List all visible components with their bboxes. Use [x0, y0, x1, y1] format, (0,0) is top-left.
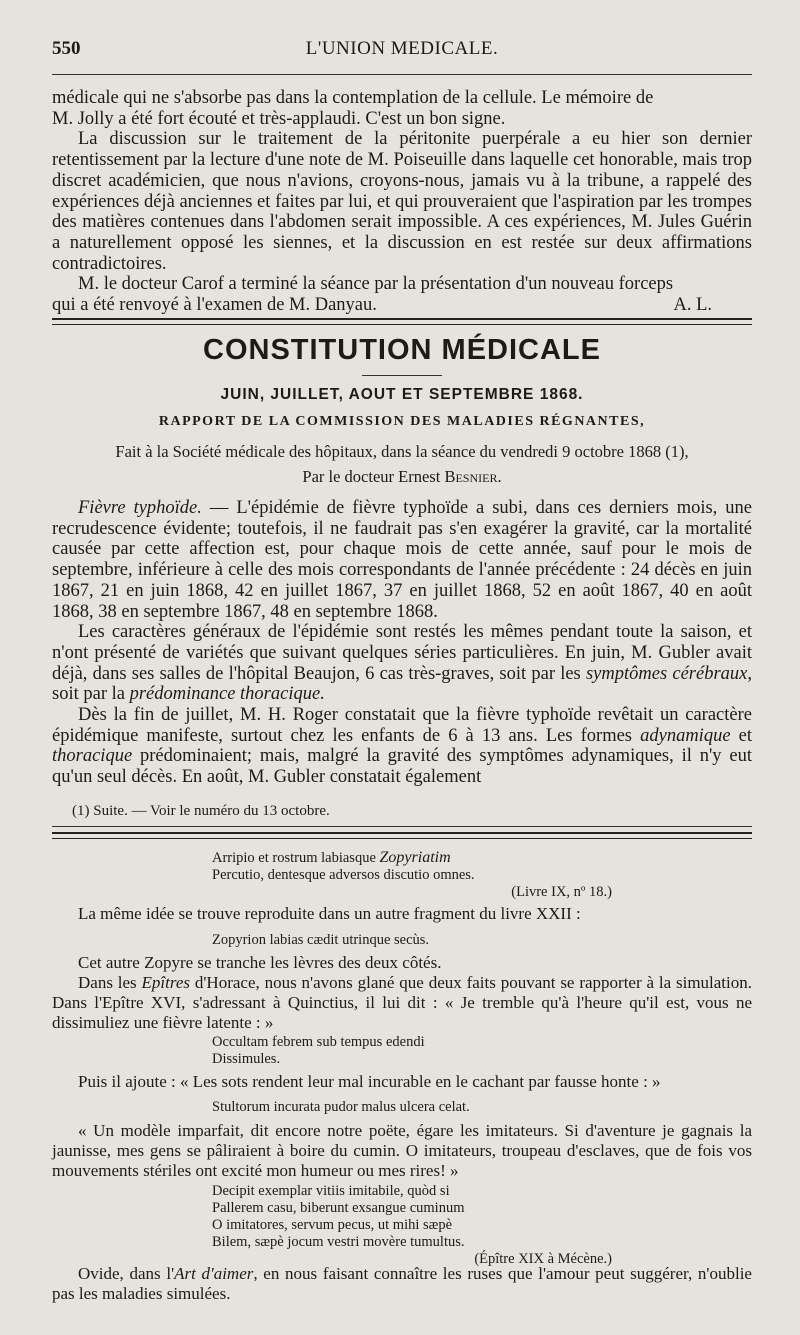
feuilleton-paragraph-3: Dans les Epîtres d'Horace, nous n'avons glané que deux faits pouvant se rapporter à la simulation. Dans l'Epître XVI, s'adressant à Quinctius, il lui dit : « Je tremble qu'à l'heure qu'il est, vous ne dissimuliez une fièvre latente : » — [52, 973, 753, 1032]
typhoid-paragraph-2: Les caractères généraux de l'épidémie sont restés les mêmes pendant toute la saison, et n'ont présenté de variétés que suivant quelques séries particulières. En juin, M. Gubler avait déjà, dans ses salles de l'hôpital Beaujon, 6 cas très-graves, soit par les symptômes cérébraux, soit par la prédominance thoracique. — [52, 622, 752, 705]
meeting-context: Fait à la Société médicale des hôpitaux, dans la séance du vendredi 9 octobre 1868 (1), — [115, 442, 689, 461]
typhoid-text — [52, 498, 752, 788]
verse-4: Stultorum incurata pudor malus ulcera celat. — [212, 1099, 470, 1115]
feuilleton-paragraph-6: Ovide, dans l'Art d'aimer, en nous faisant connaître les ruses que l'amour peut suggérer, n'oublie pas les maladies simulées. — [52, 1264, 752, 1303]
verse-1-reference: (Livre IX, nº 18.) — [511, 884, 612, 900]
intro-line-3: M. le docteur Carof a terminé la séance par la présentation d'un nouveau forceps — [78, 274, 674, 295]
typhoid-paragraph-1: Fièvre typhoïde. — L'épidémie de fièvre typhoïde a subi, dans ces derniers mois, une recrudescence évidente; toutefois, il ne faudrait pas s'en exagérer la gravité, car la mortalité causée par cette affection est, pour chaque mois de cette année, sauf pour le mois de septembre, inférieure à celle des mois correspondants de l'année précédente : 24 décès en juin 1867, 21 en juin 1868, 42 en juillet 1867, 37 en juillet 1868, 52 en août 1867, 40 en août 1868, 38 en septembre 1867, 48 en septembre 1868. — [52, 498, 752, 622]
author-name: Besnier. — [444, 467, 502, 486]
feuilleton-line-1: La même idée se trouve reproduite dans un autre fragment du livre XXII : — [78, 904, 581, 923]
author-line — [52, 467, 752, 487]
section-rule — [52, 318, 752, 325]
intro-last-line — [52, 295, 752, 316]
page-header — [52, 38, 752, 66]
title-rule — [362, 375, 442, 376]
verse-5: Decipit exemplar vitiis imitabile, quòd si Pallerem casu, biberunt exsangue cuminum O imitatores, servum pecus, ut mihi sæpè Bilem, sæpè jocum vestri movère tumultus. (Épître XIX à Mécène.) — [212, 1183, 612, 1267]
verse-1: Arripio et rostrum labiasque Zopyriatim Percutio, dentesque adversos discutio omnes. (Livre IX, nº 18.) — [212, 849, 612, 900]
verse-3: Occultam febrem sub tempus edendi Dissimules. — [212, 1034, 425, 1067]
typhoid-label: Fièvre typhoïde. — [78, 498, 202, 518]
journal-title: L'UNION MEDICALE. — [305, 38, 499, 59]
intro-line-4: qui a été renvoyé à l'examen de M. Danyau. — [52, 295, 377, 316]
feuilleton-line-4: Puis il ajoute : « Les sots rendent leur mal incurable en le cachant par fausse honte : » — [78, 1072, 661, 1091]
section-title: CONSTITUTION MÉDICALE — [203, 334, 601, 366]
feuilleton-rule — [52, 832, 752, 839]
footnote-rule — [52, 826, 752, 827]
footnote: (1) Suite. — Voir le numéro du 13 octobre. — [72, 803, 330, 819]
verse-5-reference: (Épître XIX à Mécène.) — [474, 1251, 612, 1267]
verse-2: Zopyrion labias cædit utrinque secùs. — [212, 932, 430, 948]
intro-line-2: M. Jolly a été fort écouté et très-applaudi. C'est un bon signe. — [52, 108, 506, 129]
intro-paragraph-2: La discussion sur le traitement de la péritonite puerpérale a eu hier son dernier retentissement par la lecture d'une note de M. Poiseuille dans laquelle cet honorable, mais trop discret académicien, que nous n'avions, croyons-nous, jamais vu à la tribune, a rappelé des expériences déjà anciennes et faites par lui, et qui prouveraient que l'aspiration par les trompes des matières contenues dans l'abdomen serait impossible. A ces expériences, M. Jules Guérin a naturellement opposé les siennes, et la discussion en est restée sur deux affirmations contradictoires. — [52, 129, 752, 274]
feuilleton-line-2: Cet autre Zopyre se tranche les lèvres des deux côtés. — [78, 953, 442, 972]
feuilleton-text-2 — [52, 953, 752, 1033]
typhoid-paragraph-3: Dès la fin de juillet, M. H. Roger constatait que la fièvre typhoïde revêtait un caractère épidémique manifeste, surtout chez les enfants de 6 à 13 ans. Les formes adynamique et thoracique prédominaient; mais, malgré la gravité des symptômes adynamiques, il n'y eut qu'un seul décès. En août, M. Gubler constatait également — [52, 705, 752, 788]
section-dates: JUIN, JUILLET, AOUT ET SEPTEMBRE 1868. — [220, 386, 584, 403]
feuilleton-paragraph-5: « Un modèle imparfait, dit encore notre poëte, égare les imitateurs. Si d'aventure je gagnais la jaunisse, mes gens se pâliraient à boire du cumin. O imitateurs, troupeau d'esclaves, que de fois vos mouvements stériles ont excité mon humeur ou mes rires! » — [52, 1121, 752, 1180]
author-prefix: Par le docteur Ernest — [302, 467, 441, 486]
intro-text — [52, 88, 752, 316]
header-rule — [52, 74, 752, 75]
signature: A. L. — [673, 295, 712, 316]
intro-line-1: médicale qui ne s'absorbe pas dans la contemplation de la cellule. Le mémoire de — [52, 88, 654, 108]
page-number: 550 — [52, 38, 81, 59]
commission-heading: RAPPORT DE LA COMMISSION DES MALADIES RÉGNANTES, — [158, 414, 646, 429]
